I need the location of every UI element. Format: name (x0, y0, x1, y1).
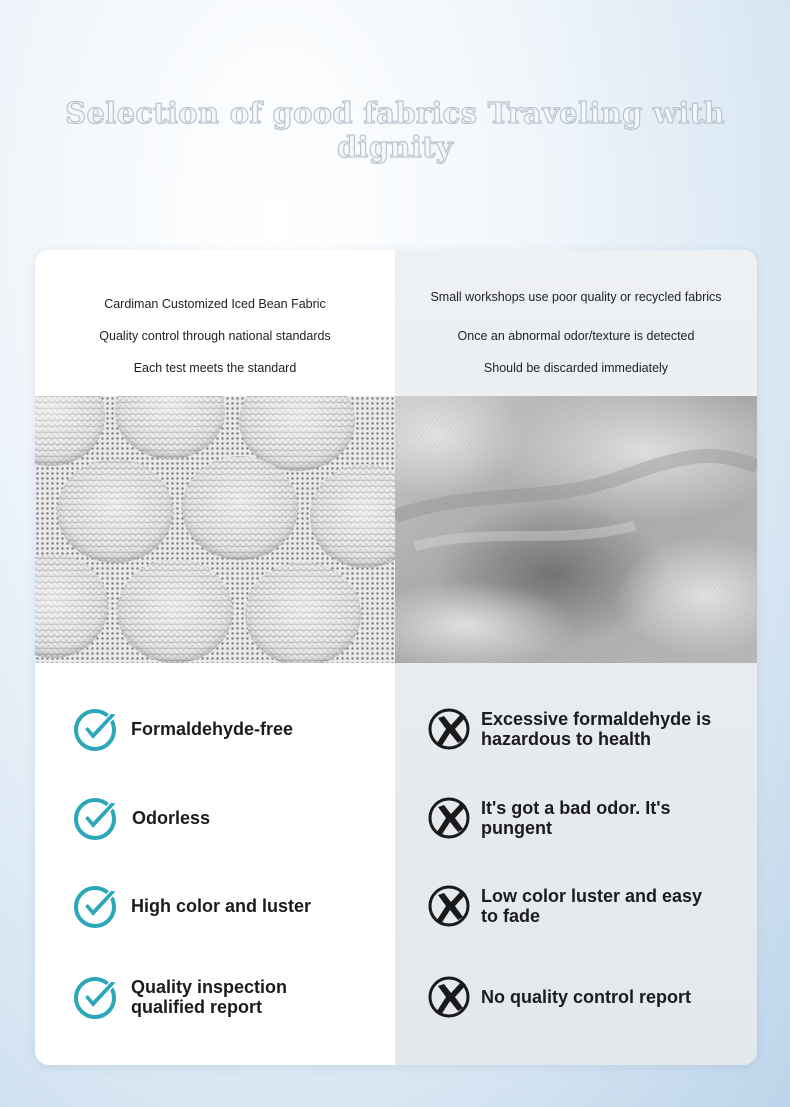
poor-item-label: No quality control report (481, 987, 692, 1007)
check-icon (73, 704, 123, 754)
poor-note-1: Small workshops use poor quality or recycled fabrics (430, 290, 722, 304)
poor-item-luster (425, 881, 711, 931)
cross-icon (425, 881, 475, 931)
good-item-label: Formaldehyde-free (131, 719, 294, 739)
honeycomb-fabric-image (35, 396, 395, 663)
good-item-label: High color and luster (131, 896, 312, 916)
poor-note-3: Should be discarded immediately (483, 361, 669, 375)
good-item-formaldehyde-free (73, 704, 293, 754)
good-item-color-luster (73, 881, 311, 931)
headline-line-1: Selection of good fabrics Traveling with (65, 96, 725, 130)
check-icon (73, 793, 123, 843)
good-note-3: Each test meets the standard (133, 361, 297, 375)
good-note-2: Quality control through national standards (99, 329, 331, 343)
poor-item-no-report (425, 972, 741, 1022)
page-headline (60, 96, 730, 164)
good-note-1: Cardiman Customized Iced Bean Fabric (104, 297, 326, 311)
poor-item-label: It's got a bad odor. It's pungent (481, 798, 671, 838)
cross-icon (425, 793, 475, 843)
poor-note-2: Once an abnormal odor/texture is detected (457, 329, 695, 343)
cross-icon (425, 972, 475, 1022)
poor-item-label: Low color luster and easy to fade (481, 886, 703, 926)
headline-line-2: dignity (336, 130, 454, 164)
poor-item-formaldehyde (425, 704, 721, 754)
wrinkled-fabric-image (395, 396, 757, 663)
poor-item-odor (425, 793, 701, 843)
poor-item-label: Excessive formaldehyde is hazardous to health (481, 709, 712, 749)
good-item-label: Quality inspection qualified report (131, 977, 288, 1017)
good-item-odorless (73, 793, 210, 843)
cross-icon (425, 704, 475, 754)
comparison-card (35, 250, 757, 1065)
check-icon (73, 881, 123, 931)
good-item-quality-report (73, 972, 321, 1022)
check-icon (73, 972, 123, 1022)
good-item-label: Odorless (132, 808, 211, 828)
